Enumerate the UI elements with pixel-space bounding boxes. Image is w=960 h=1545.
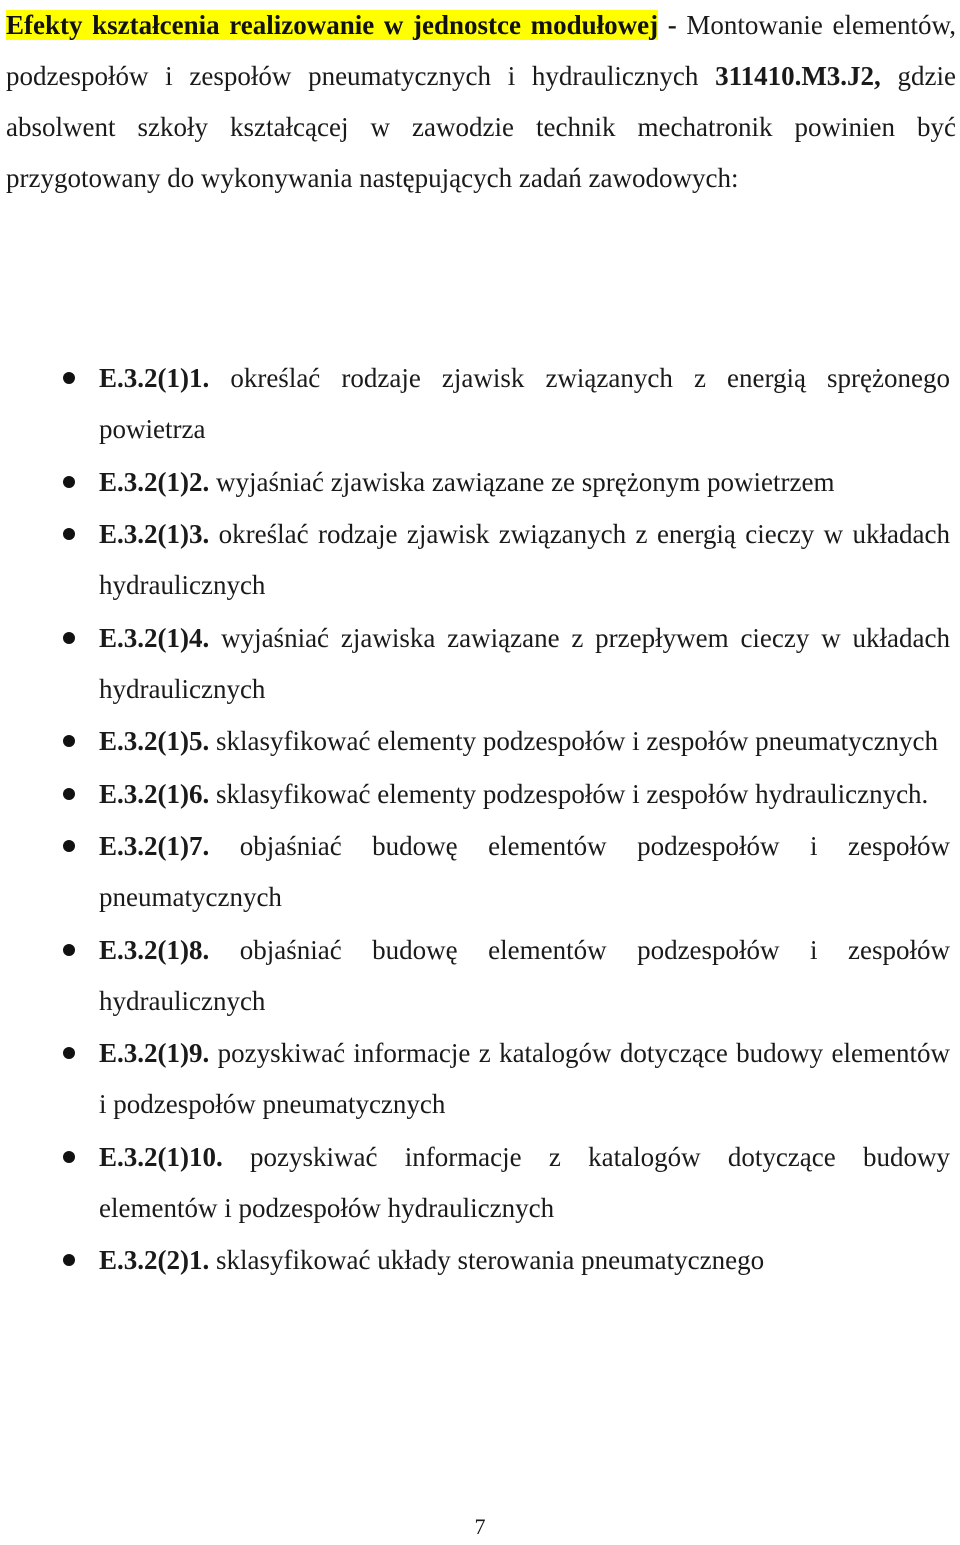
- item-text: sklasyfikować elementy podzespołów i zespołów hydraulicznych.: [209, 778, 929, 809]
- item-text: określać rodzaje zjawisk związanych z energią cieczy w układach hydraulicznych: [99, 519, 950, 600]
- intro-text-1: Montowanie elementów, podzespołów i zespołów pneumatycznych i hydraulicznych: [6, 10, 956, 91]
- bullet-icon: [63, 788, 75, 800]
- learning-outcomes-list: [0, 353, 960, 1288]
- bullet-icon: [63, 1151, 75, 1163]
- bullet-icon: [63, 1254, 75, 1266]
- list-item: [0, 613, 960, 715]
- item-code: E.3.2(1)4.: [99, 622, 210, 653]
- intro-text-2: gdzie absolwent szkoły kształcącej w zawodzie technik mechatronik powinien być przygotowany do wykonywania następujących zadań zawodowych:: [6, 61, 956, 193]
- item-text: objaśniać budowę elementów podzespołów i zespołów pneumatycznych: [99, 831, 950, 912]
- bullet-icon: [63, 372, 75, 384]
- list-item: [0, 1235, 960, 1286]
- item-text: wyjaśniać zjawiska zawiązane ze sprężonym powietrzem: [209, 466, 835, 497]
- list-item: [0, 1132, 960, 1234]
- item-text: określać rodzaje zjawisk związanych z energią sprężonego powietrza: [99, 363, 950, 444]
- intro-highlight: Efekty kształcenia realizowanie w jednostce modułowej: [6, 10, 659, 40]
- item-code: E.3.2(1)7.: [99, 831, 210, 861]
- list-item: [0, 769, 960, 820]
- item-code: E.3.2(1)1.: [99, 363, 210, 393]
- bullet-icon: [63, 735, 75, 747]
- list-item: [0, 457, 960, 508]
- bullet-icon: [63, 1047, 75, 1059]
- intro-code: 311410.M3.J2,: [715, 61, 881, 91]
- item-text: sklasyfikować układy sterowania pneumatycznego: [209, 1245, 765, 1275]
- bullet-icon: [63, 632, 75, 644]
- item-code: E.3.2(1)6.: [99, 778, 210, 809]
- item-code: E.3.2(1)10.: [99, 1141, 223, 1172]
- item-text: pozyskiwać informacje z katalogów dotyczące budowy elementów i podzespołów pneumatycznych: [99, 1038, 950, 1119]
- bullet-icon: [63, 840, 75, 852]
- bullet-icon: [63, 944, 75, 956]
- item-code: E.3.2(1)9.: [99, 1038, 210, 1068]
- item-text: objaśniać budowę elementów podzespołów i zespołów hydraulicznych: [99, 934, 950, 1016]
- page-number: 7: [474, 1514, 486, 1539]
- intro-dash: -: [658, 10, 687, 40]
- item-text: pozyskiwać informacje z katalogów dotyczące budowy elementów i podzespołów hydraulicznych: [99, 1141, 950, 1223]
- item-code: E.3.2(1)2.: [99, 466, 210, 497]
- list-item: [0, 821, 960, 923]
- list-item: [0, 509, 960, 611]
- list-item: [0, 1028, 960, 1130]
- item-code: E.3.2(1)5.: [99, 726, 210, 756]
- bullet-icon: [63, 476, 75, 488]
- list-item: [0, 353, 960, 455]
- item-text: wyjaśniać zjawiska zawiązane z przepływem cieczy w układach hydraulicznych: [99, 622, 950, 704]
- intro-paragraph: [6, 0, 956, 204]
- list-item: [0, 716, 960, 767]
- item-code: E.3.2(1)3.: [99, 519, 210, 549]
- bullet-icon: [63, 528, 75, 540]
- item-code: E.3.2(2)1.: [99, 1245, 210, 1275]
- item-code: E.3.2(1)8.: [99, 934, 210, 965]
- item-text: sklasyfikować elementy podzespołów i zespołów pneumatycznych: [209, 726, 939, 756]
- list-item: [0, 925, 960, 1027]
